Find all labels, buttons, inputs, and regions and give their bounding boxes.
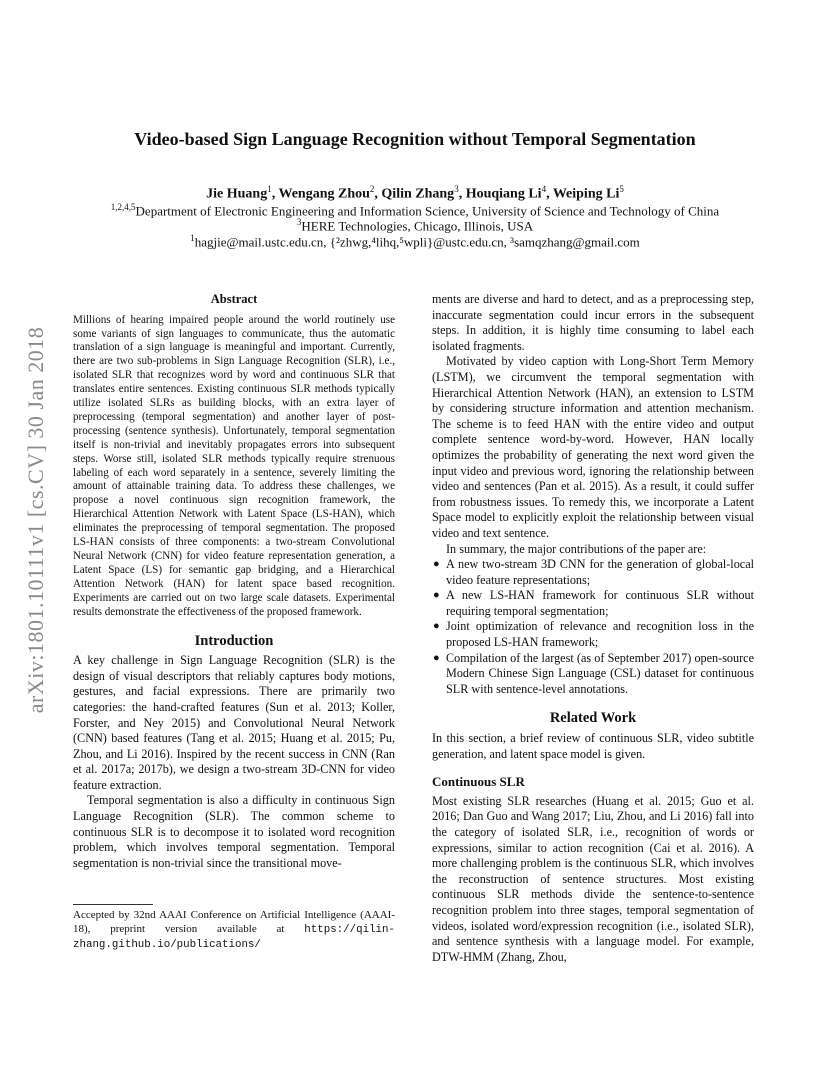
footnote-rule [73,904,153,905]
author-sup: 3 [454,184,459,194]
footnote-text: Accepted by 32nd AAAI Conference on Artificial Intelligence (AAAI-18), preprint version available at [73,909,395,935]
intro-paragraph-1: A key challenge in Sign Language Recognition (SLR) is the design of visual descriptors that reliably captures body motions, gestures, and facial expressions. There are primarily two categories: the hand-crafted features (Sun et al. 2013; Koller, Forster, and Ney 2015) and Convolutional Neural Network (CNN) based features (Tang et al. 2015; Huang et al. 2015; Pu, Zhou, and Li 2016). Inspired by the recent success in CNN (Ran et al. 2017a; 2017b), we design a two-stream 3D-CNN for video feature extraction. [73,653,395,792]
author-name: Wengang Zhou [278,186,370,202]
bullet-icon: ● [433,558,440,571]
arxiv-side-stamp [12,260,60,780]
intro-continuation: ments are diverse and hard to detect, and as a preprocessing step, inaccurate segmentation could incur errors in the subsequent steps. In addition, it is highly time consuming to label each isolated fragments. [432,292,754,353]
list-item: ● A new LS-HAN framework for continuous SLR without requiring temporal segmentation; [433,588,754,618]
list-item: ● Compilation of the largest (as of September 2017) open-source Modern Chinese Sign Language (CSL) dataset for continuous SLR with sentence-level annotations. [433,650,754,696]
contribution-list [432,557,754,697]
related-work-heading: Related Work [549,710,637,727]
continuous-slr-text: Most existing SLR researches (Huang et al. 2015; Guo et al. 2016; Dan Guo and Wang 2017; Liu, Zhou, and Li 2016) fall into the category of isolated SLR, i.e., recognition of words or expressions, similar to action recognition (Cai et al. 2016). A more challenging problem is the continuous SLR, which involves the reconstruction of sentence structures. Most existing continuous SLR methods divide the sentence-to-sentence recognition problem into three stages, temporal segmentation of videos, isolated word/expression recognition (i.e., isolated SLR), and sentence synthesis with a language model. For example, DTW-HMM (Zhang, Zhou, [432,793,754,964]
author-sup: 5 [619,184,624,194]
author-sup: 1 [267,184,272,194]
affiliation-ustc: $^{1,2,4,5}$Department of Electronic Engineering and Information Science, University of Science and Technology of China [110,202,720,219]
author-list: Jie Huang$^1$, Wengang Zhou$^2$, Qilin Zhang$^3$, Houqiang Li$^4$, Weiping Li$^5$ [206,184,624,202]
author-sup: 2 [369,184,375,194]
author-name: Weiping Li [552,186,620,202]
list-item: ● Joint optimization of relevance and recognition loss in the proposed LS-HAN framework; [433,619,754,650]
bullet-icon: ● [433,589,440,602]
arxiv-identifier: arXiv:1801.10111v1 [cs.CV] 30 Jan 2018 [23,326,48,714]
list-item: ● A new two-stream 3D CNN for the generation of global-local video feature representations; [433,557,754,587]
paper-title: Video-based Sign Language Recognition without Temporal Segmentation [134,129,696,149]
footnote [73,908,395,952]
related-work-text: In this section, a brief review of continuous SLR, video subtitle generation, and latent space model is given. [432,731,754,761]
affiliation-here: $^3$HERE Technologies, Chicago, Illinois, USA [296,217,534,234]
bullet-icon: ● [433,620,440,633]
footnote-url[interactable]: https://qilin-zhang.github.io/publications/ [73,924,395,951]
left-column [73,292,395,871]
motivation-paragraph: Motivated by video caption with Long-Short Term Memory (LSTM), we circumvent the temporal segmentation with Hierarchical Attention Network (HAN), an extension to LSTM by considering structure information and attention mechanism. The scheme is to feed HAN with the entire video and output complete sentence word-by-word. However, HAN locally optimizes the probability of generating the next word given the input video and previous word, ignoring the relationship between video and sentences (Pan et al. 2015). As a result, it could suffer from robustness issues. To remedy this, we incorporate a Latent Space model to explicitly exploit the relationship between visual video and text sentence. [432,354,754,540]
bullet-icon: ● [433,651,440,664]
author-name: Qilin Zhang [381,186,455,202]
author-emails: $^1$hagjie@mail.ustc.edu.cn, {²zhwg,⁴lihq,⁵wpli}@ustc.edu.cn, ³samqzhang@gmail.com [190,233,640,250]
author-name: Houqiang Li [465,186,542,202]
author-sup: 4 [541,184,547,194]
intro-paragraph-2: Temporal segmentation is also a difficulty in continuous Sign Language Recognition (SLR). The common scheme to continuous SLR is to decompose it to isolated word recognition problem, which involves temporal segmentation. Temporal segmentation is non-trivial since the transitional move- [73,793,395,870]
abstract-heading: Abstract [210,292,258,306]
author-name: Jie Huang [206,186,268,202]
continuous-slr-heading: Continuous SLR [432,774,525,790]
abstract-text: Millions of hearing impaired people around the world routinely use some variants of sign languages to communicate, thus the automatic translation of a sign language is meaningful and important. Currently, there are two sub-problems in Sign Language Recognition (SLR), i.e., isolated SLR that recognizes word by word and continuous SLR that translates entire sentences. Existing continuous SLR methods typically utilize isolated SLRs as building blocks, with an extra layer of preprocessing (temporal segmentation) and another layer of post-processing (sentence synthesis). Unfortunately, temporal segmentation itself is non-trivial and inevitably propagates errors into subsequent steps. Worse still, isolated SLR methods typically require strenuous labeling of each word separately in a sentence, severely limiting the amount of attainable training data. To address these challenges, we propose a novel continuous sign recognition framework, the Hierarchical Attention Network with Latent Space (LS-HAN), which eliminates the preprocessing of temporal segmentation. The proposed LS-HAN consists of three components: a two-stream Convolutional Neural Network (CNN) for video feature representation generation, a Latent Space (LS) for semantic gap bridging, and a Hierarchical Attention Network (HAN) for latent space based recognition. Experiments are carried out on two large scale datasets. Experimental results demonstrate the effectiveness of the proposed framework. [73,313,395,618]
right-column [432,292,754,965]
summary-paragraph: In summary, the major contributions of the paper are: [446,541,707,556]
introduction-heading: Introduction [194,632,274,649]
